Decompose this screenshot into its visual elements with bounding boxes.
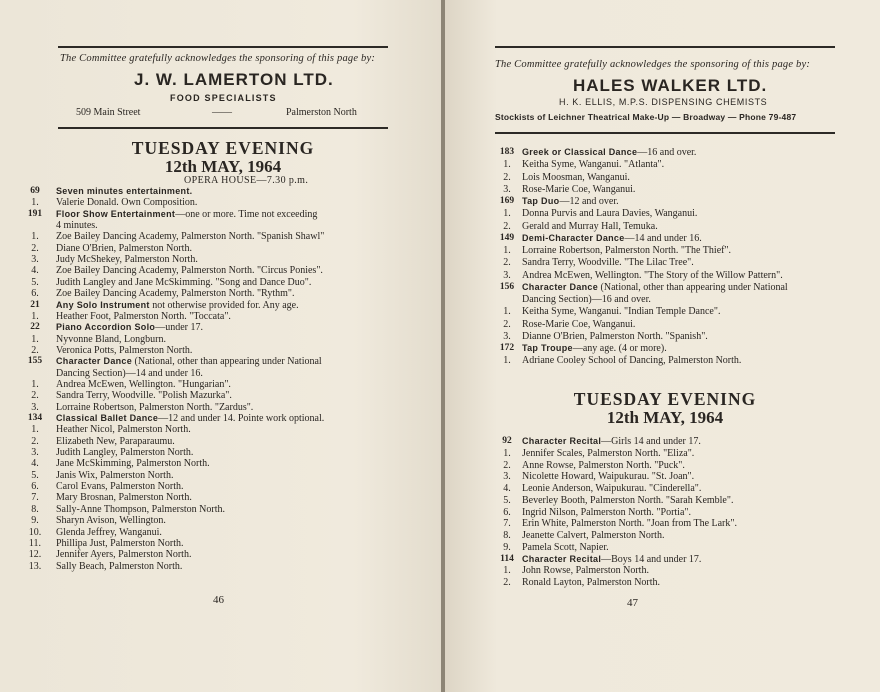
entrant-text: Heather Foot, Palmerston North. "Toccata". — [56, 310, 231, 322]
entrant-text: Phillipa Just, Palmerston North. — [56, 537, 184, 549]
entrant-text: Lois Moosman, Wanganui. — [522, 171, 630, 183]
section-date: 12th MAY, 1964 — [164, 157, 282, 176]
entrant-text: Zoe Bailey Dancing Academy, Palmerston North. "Spanish Shawl" — [56, 231, 325, 243]
entry-number: 8. — [31, 503, 39, 515]
entry-number: 4. — [31, 265, 39, 277]
entry-number: 155 — [27, 356, 43, 367]
entry-number: 3. — [31, 447, 39, 459]
entrant-text: Sandra Terry, Woodville. "Polish Mazurka". — [56, 390, 232, 402]
entry-number: 1. — [503, 208, 511, 220]
entrant-text: Sandra Terry, Woodville. "The Lilac Tree". — [522, 257, 694, 269]
entry-number: 156 — [499, 281, 515, 292]
section-date: 12th MAY, 1964 — [606, 408, 724, 427]
entry-number: 3. — [31, 401, 39, 413]
entrant-text: Lorraine Robertson, Palmerston North. "Zardus". — [56, 401, 254, 413]
entry-number: 6. — [31, 288, 39, 300]
entrant-text: Nyvonne Bland, Longburn. — [56, 333, 166, 345]
entrant-text: Gerald and Murray Hall, Temuka. — [522, 220, 658, 232]
entry-number: 1. — [503, 245, 511, 256]
entry-number: 5. — [31, 469, 39, 481]
address-dash: —— — [212, 107, 232, 118]
right-page — [445, 0, 880, 692]
entrant-text: Keitha Syme, Wanganui. "Atlanta". — [522, 159, 665, 171]
entrant-text: Judith Langley, Palmerston North. — [56, 447, 194, 459]
class-name: Character Dance — [522, 281, 599, 292]
entry-number: 7. — [31, 492, 39, 504]
entrant-text: Jeanette Calvert, Palmerston North. — [522, 530, 665, 541]
entrant-text: Carol Evans, Palmerston North. — [56, 481, 184, 493]
class-description — [56, 356, 322, 367]
entry-number: 3. — [503, 269, 511, 281]
class-conditions: —one or more. Time not exceeding — [175, 208, 318, 220]
acknowledgement-text: The Committee gratefully acknowledges the sponsoring of this page by: — [60, 53, 376, 64]
venue-time: OPERA HOUSE—7.30 p.m. — [184, 175, 309, 186]
entrant-text: Pamela Scott, Napier. — [522, 541, 609, 553]
entrant-text: Diane O'Brien, Palmerston North. — [56, 242, 192, 254]
entry-number: 1. — [31, 231, 39, 243]
bottom-rule — [495, 132, 835, 134]
acknowledgement-text: The Committee gratefully acknowledges the sponsoring of this page by: — [495, 59, 811, 70]
entrant-text: Valerie Donald. Own Composition. — [56, 197, 198, 209]
entry-number: 1. — [31, 424, 39, 436]
section-title: TUESDAY EVENING — [131, 138, 315, 158]
class-name: Character Recital — [522, 553, 602, 564]
entry-number: 1. — [503, 159, 511, 171]
entrant-text: Beverley Booth, Palmerston North. "Sarah Kemble". — [522, 494, 734, 506]
class-description — [522, 554, 701, 565]
entry-number: 149 — [499, 232, 515, 243]
entry-number: 21 — [30, 299, 40, 310]
class-description-continued: 4 minutes. — [56, 220, 98, 232]
entry-number: 92 — [502, 436, 512, 446]
entry-number: 1. — [503, 306, 511, 318]
class-name: Piano Accordion Solo — [56, 322, 156, 333]
entry-number: 1. — [31, 310, 39, 322]
entrant-text: Heather Nicol, Palmerston North. — [56, 424, 191, 436]
entrant-text: John Rowse, Palmerston North. — [522, 565, 649, 577]
class-conditions: —Girls 14 and under 17. — [601, 436, 701, 447]
entry-number: 2. — [503, 220, 511, 232]
entry-number: 2. — [503, 318, 511, 330]
class-description — [56, 209, 317, 220]
entrant-text: Janis Wix, Palmerston North. — [56, 469, 174, 481]
class-conditions: —12 and under 14. Pointe work optional. — [158, 413, 325, 424]
stockists-line: Stockists of Leichner Theatrical Make-Up — Broadway — Phone 79-487 — [495, 112, 797, 122]
entrant-text: Veronica Potts, Palmerston North. — [56, 344, 193, 356]
entrant-text: Keitha Syme, Wanganui. "Indian Temple Dance". — [522, 306, 721, 318]
class-name: Character Recital — [522, 436, 602, 446]
entrant-text: Ronald Layton, Palmerston North. — [522, 577, 661, 588]
class-description — [522, 343, 667, 354]
entry-number: 2. — [503, 577, 511, 588]
entry-number: 4. — [31, 458, 39, 470]
entry-number: 3. — [503, 471, 511, 483]
entrant-text: Anne Rowse, Palmerston North. "Puck". — [522, 459, 685, 471]
sponsor-name: J. W. LAMERTON LTD. — [134, 70, 334, 89]
entry-number: 9. — [31, 515, 39, 527]
entry-number: 8. — [503, 530, 511, 541]
class-name: Any Solo Instrument — [56, 299, 150, 310]
sponsor-tagline: FOOD SPECIALISTS — [170, 93, 277, 103]
class-name: Character Dance — [56, 356, 133, 367]
entry-number: 1. — [31, 333, 39, 345]
class-description — [56, 300, 299, 311]
entry-number: 114 — [500, 553, 514, 564]
entry-number: 69 — [30, 186, 40, 196]
entrant-text: Jennifer Scales, Palmerston North. "Eliza". — [522, 447, 695, 459]
top-rule — [495, 46, 835, 48]
entrant-text: Rose-Marie Coe, Wanganui. — [522, 318, 636, 330]
entrant-text: Andrea McEwen, Wellington. "Hungarian". — [56, 378, 231, 390]
entrant-text: Glenda Jeffrey, Wanganui. — [56, 526, 162, 538]
class-description — [56, 186, 192, 197]
entry-number: 172 — [499, 343, 515, 353]
class-conditions: —14 and under 16. — [624, 232, 702, 244]
entry-number: 7. — [503, 518, 511, 530]
class-name: Greek or Classical Dance — [522, 147, 638, 157]
class-conditions: not otherwise provided for. Any age. — [149, 299, 299, 311]
class-description — [56, 413, 324, 424]
entrant-text: Mary Brosnan, Palmerston North. — [56, 492, 192, 504]
entrant-text: Andrea McEwen, Wellington. "The Story of the Willow Pattern". — [522, 269, 783, 281]
entry-number: 10. — [28, 526, 42, 538]
entrant-text: Sally Beach, Palmerston North. — [56, 560, 183, 572]
entry-number: 134 — [27, 413, 43, 423]
class-name: Floor Show Entertainment — [56, 208, 176, 219]
class-conditions: —Boys 14 and under 17. — [601, 553, 702, 565]
class-description — [522, 147, 696, 158]
class-name: Tap Troupe — [522, 343, 573, 353]
class-conditions: —any age. (4 or more). — [572, 343, 667, 354]
entry-number: 2. — [31, 435, 39, 447]
entry-number: 2. — [503, 257, 511, 269]
class-description — [522, 233, 702, 244]
sponsor-name: HALES WALKER LTD. — [573, 76, 768, 95]
entrant-text: Nicolette Howard, Waipukurau. "St. Joan". — [522, 471, 695, 483]
class-conditions: —12 and over. — [559, 196, 619, 207]
class-name: Demi-Character Dance — [522, 232, 625, 243]
class-description — [56, 322, 203, 333]
entrant-text: Zoe Bailey Dancing Academy, Palmerston North. "Rythm". — [56, 288, 295, 300]
entry-number: 191 — [27, 208, 43, 219]
entry-number: 9. — [503, 541, 511, 553]
entrant-text: Sally-Anne Thompson, Palmerston North. — [56, 503, 225, 515]
entrant-text: Rose-Marie Coe, Wanganui. — [522, 183, 636, 195]
entrant-text: Elizabeth New, Paraparaumu. — [56, 435, 175, 447]
entrant-text: Zoe Bailey Dancing Academy, Palmerston North. "Circus Ponies". — [56, 265, 323, 277]
entry-number: 3. — [503, 330, 511, 342]
entry-number: 5. — [31, 276, 39, 288]
class-name: Tap Duo — [522, 196, 560, 206]
entry-number: 22 — [30, 322, 40, 333]
entrant-text: Lorraine Robertson, Palmerston North. "The Thief". — [522, 245, 732, 256]
entrant-text: Dianne O'Brien, Palmerston North. "Spanish". — [522, 330, 708, 342]
class-description-continued: Dancing Section)—14 and under 16. — [56, 367, 203, 379]
bottom-rule — [58, 127, 388, 129]
entry-number: 169 — [499, 196, 515, 206]
entry-number: 3. — [31, 254, 39, 266]
entry-number: 5. — [503, 494, 511, 506]
class-conditions: (National, other than appearing under National — [598, 281, 788, 293]
top-rule — [58, 46, 388, 48]
class-name: Classical Ballet Dance — [56, 413, 159, 423]
entry-number: 4. — [503, 483, 511, 494]
sponsor-city: Palmerston North — [286, 107, 357, 118]
entrant-text: Adriane Cooley School of Dancing, Palmerston North. — [522, 355, 742, 367]
entry-number: 2. — [503, 171, 511, 183]
entrant-text: Ingrid Nilson, Palmerston North. "Portia". — [522, 506, 691, 518]
sponsor-address: 509 Main Street — [76, 107, 141, 118]
entrant-text: Donna Purvis and Laura Davies, Wanganui. — [522, 208, 698, 220]
page-number: 47 — [627, 597, 638, 609]
entrant-text: Erin White, Palmerston North. "Joan from The Lark". — [522, 518, 737, 530]
entry-number: 2. — [31, 390, 39, 402]
entry-number: 2. — [31, 242, 39, 254]
entry-number: 183 — [499, 147, 515, 157]
entry-number: 6. — [503, 506, 511, 518]
class-conditions: (National, other than appearing under National — [132, 356, 322, 368]
sponsor-tagline: H. K. ELLIS, M.P.S. DISPENSING CHEMISTS — [559, 97, 768, 107]
entry-number: 11. — [28, 537, 42, 549]
class-description — [522, 282, 788, 293]
class-name: Seven minutes entertainment. — [56, 186, 193, 196]
class-conditions: —16 and over. — [637, 147, 697, 158]
entry-number: 3. — [503, 183, 511, 195]
entrant-text: Sharyn Avison, Wellington. — [56, 515, 166, 527]
entrant-text: Judith Langley and Jane McSkimming. "Song and Dance Duo". — [56, 276, 312, 288]
entrant-text: Judy McShekey, Palmerston North. — [56, 254, 198, 266]
class-description-continued: Dancing Section)—16 and over. — [522, 294, 651, 305]
entrant-text: Jane McSkimming, Palmerston North. — [56, 458, 210, 470]
entrant-text: Jennifer Ayers, Palmerston North. — [56, 549, 192, 561]
entry-number: 1. — [31, 378, 39, 390]
entrant-text: Leonie Anderson, Waipukurau. "Cinderella". — [522, 483, 702, 494]
entry-number: 12. — [28, 549, 42, 561]
entry-number: 2. — [31, 344, 39, 356]
entry-number: 2. — [503, 459, 511, 471]
section-title: TUESDAY EVENING — [573, 389, 757, 409]
class-description — [522, 436, 701, 447]
entry-number: 1. — [31, 197, 39, 209]
class-conditions: —under 17. — [155, 322, 203, 334]
class-description — [522, 196, 619, 207]
entry-number: 13. — [28, 560, 42, 572]
page-number: 46 — [213, 594, 224, 606]
entry-number: 1. — [503, 355, 511, 367]
entry-number: 1. — [503, 565, 511, 577]
entry-number: 6. — [31, 481, 39, 493]
entry-number: 1. — [503, 447, 511, 459]
